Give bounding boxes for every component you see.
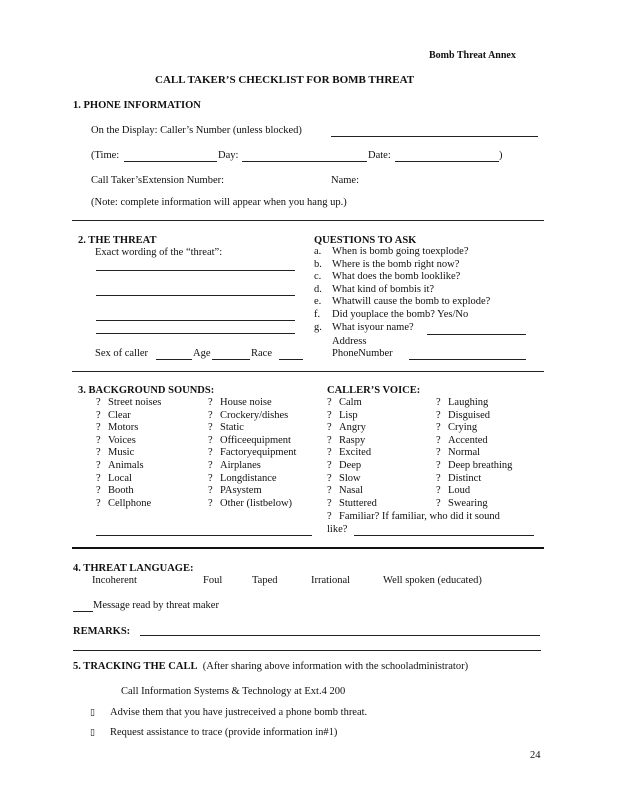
page-title: CALL TAKER’S CHECKLIST FOR BOMB THREAT [155,74,415,86]
voice-list-b [436,397,512,510]
checkbox-item[interactable]: ? Airplanes [208,459,261,471]
checkbox-item[interactable]: ? Deep [327,459,362,471]
race-label: Race [251,348,272,359]
wording-line-4[interactable] [96,333,295,334]
wording-line-1[interactable] [96,270,295,271]
checkbox-item[interactable]: ? Excited [327,447,372,459]
checkbox-item[interactable]: ? Motors [96,422,139,434]
checkbox-item[interactable]: ? Local [96,472,132,484]
phone-label: PhoneNumber [332,348,393,359]
checkbox-item[interactable]: ? Angry [327,422,366,434]
tracking-heading-row [73,661,468,673]
time-label: (Time: [91,150,120,161]
message-field[interactable] [73,611,93,612]
option-irrational[interactable]: Irrational [311,575,351,586]
tracking-note: (After sharing above information with the schooladministrator) [202,661,469,672]
checkbox-item[interactable]: ? Cellphone [96,497,152,509]
checkbox-item[interactable]: ? Clear [96,409,131,421]
sounds-list-b [208,397,296,510]
checkbox-item[interactable]: ? Officeequipment [208,434,291,446]
wording-line-2[interactable] [96,295,295,296]
display-label: On the Display: Caller’s Number (unless blocked) [91,125,302,136]
checkbox-item[interactable]: ? Accented [436,434,488,446]
option-incoherent[interactable]: Incoherent [92,575,137,586]
checkbox-item[interactable]: ? Animals [96,459,144,471]
like-label: like? [327,524,348,535]
divider [72,220,544,221]
questions-heading: QUESTIONS TO ASK [314,235,417,246]
checkbox-item[interactable]: ? Music [96,447,135,459]
checkbox-item[interactable]: ? Normal [436,447,481,459]
remarks-line-2[interactable] [73,650,541,651]
checkbox-item[interactable]: ? Distinct [436,472,482,484]
phone-field[interactable] [409,359,526,360]
day-field[interactable] [242,161,367,162]
extension-label: Call Taker’sExtension Number: [91,175,225,186]
question-item: a. When is bomb going toexplode? [314,246,469,257]
checkbox-item[interactable]: ? Loud [436,485,471,497]
option-foul[interactable]: Foul [203,575,223,586]
checkbox-item[interactable]: ? Factoryequipment [208,447,297,459]
checkbox-item[interactable]: ? PAsystem [208,485,262,497]
name-answer-field[interactable] [427,334,526,335]
question-item: b. Where is the bomb right now? [314,258,460,270]
caller-number-field[interactable] [331,136,538,137]
checkbox-item[interactable]: ? Static [208,422,244,434]
checkbox-item[interactable]: ? Street noises [96,397,162,408]
tracking-heading: 5. TRACKING THE CALL [73,661,198,672]
checkbox-item[interactable]: ? Crockery/dishes [208,409,289,421]
call-info-text: Call Information Systems & Technology at Ext.4 200 [121,686,346,697]
checkbox-item[interactable]: ? House noise [208,397,272,408]
sounds-list-a [96,397,161,510]
checkbox-item[interactable]: ? Laughing [436,397,489,408]
familiar-question[interactable]: ? Familiar? If familiar, who did it sound [327,511,500,522]
race-field[interactable] [279,359,303,360]
checkbox-item[interactable]: ? Nasal [327,485,363,497]
question-item: g. What isyour name? [314,321,414,333]
checkbox-item[interactable]: ? Deep breathing [436,459,513,471]
exact-wording-label: Exact wording of the “threat”: [95,247,223,258]
background-sounds-heading: 3. BACKGROUND SOUNDS: [78,385,215,396]
checkbox-item[interactable]: ? Booth [96,485,134,497]
wording-line-3[interactable] [96,320,295,321]
voice-list-a [327,397,377,510]
phone-info-heading: 1. PHONE INFORMATION [73,100,201,111]
day-label: Day: [218,150,239,161]
other-sounds-field[interactable] [96,535,312,536]
date-field[interactable] [395,161,499,162]
option-well-spoken[interactable]: Well spoken (educated) [383,575,482,586]
page-number: 24 [530,750,541,761]
checkbox-item[interactable]: ? Raspy [327,434,366,446]
checkbox-item[interactable]: ? Longdistance [208,472,277,484]
checkbox-item[interactable]: ? Slow [327,472,361,484]
threat-language-heading: 4. THREAT LANGUAGE: [73,563,194,574]
age-label: Age [193,348,211,359]
remarks-line-1[interactable] [140,635,540,636]
step-item: ▯ Request assistance to trace (provide information in#1) [90,727,338,738]
sex-field[interactable] [156,359,192,360]
time-field[interactable] [124,161,217,162]
question-item: d. What kind of bombis it? [314,283,435,295]
divider [72,371,544,372]
date-label: Date: [368,150,391,161]
sex-label: Sex of caller [95,348,149,359]
checkbox-item[interactable]: ? Other (listbelow) [208,497,293,509]
checkbox-item[interactable]: ? Calm [327,397,362,408]
checkbox-item[interactable]: ? Disguised [436,409,490,421]
checkbox-item[interactable]: ? Stuttered [327,497,377,509]
step-item: ▯ Advise them that you have justreceived a phone bomb threat. [90,707,368,718]
threat-heading: 2. THE THREAT [78,235,157,246]
checkbox-item[interactable]: ? Voices [96,434,136,446]
familiar-field[interactable] [354,535,534,536]
message-label: Message read by threat maker [93,600,219,611]
divider [72,547,544,549]
question-item: f. Did youplace the bomb? Yes/No [314,308,469,320]
close-paren: ) [499,150,503,161]
questions-list [314,246,490,334]
option-taped[interactable]: Taped [252,575,278,586]
callers-voice-heading: CALLER’S VOICE: [327,385,421,396]
remarks-label: REMARKS: [73,626,131,637]
question-item: e. Whatwill cause the bomb to explode? [314,296,491,308]
annex-label: Bomb Threat Annex [429,50,516,61]
bullet-icon: ▯ [90,707,95,717]
age-field[interactable] [212,359,250,360]
address-label: Address [332,336,367,347]
bullet-icon: ▯ [90,727,95,737]
checkbox-item[interactable]: ? Swearing [436,497,488,509]
name-label: Name: [331,175,359,186]
checkbox-item[interactable]: ? Crying [436,422,478,434]
question-item: c. What does the bomb looklike? [314,271,461,283]
checkbox-item[interactable]: ? Lisp [327,409,358,421]
note-text: (Note: complete information will appear when you hang up.) [91,197,347,208]
